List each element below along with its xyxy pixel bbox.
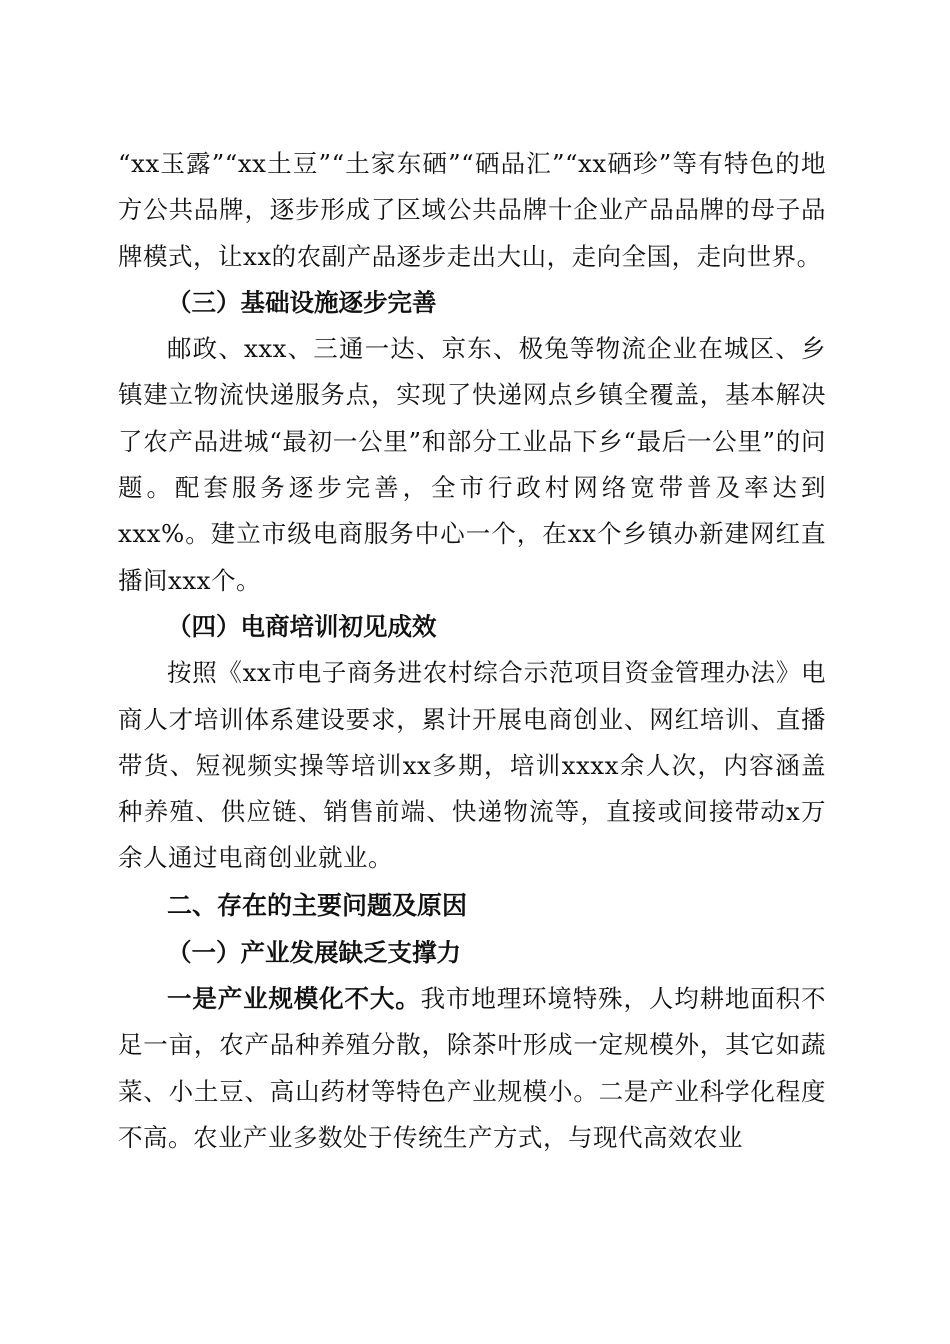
heading-main-problems: 二、存在的主要问题及原因: [167, 890, 468, 920]
document-body: [118, 141, 826, 1161]
paragraph-industry-lead: 一是产业规模化不大。: [167, 984, 421, 1014]
paragraph-infrastructure: 邮政、xxx、三通一达、京东、极兔等物流企业在城区、乡镇建立物流快递服务点，实现了快递网点乡镇全覆盖，基本解决了农产品进城“最初一公里”和部分工业品下乡“最后一公里”的问题。配套服务逐步完善，全市行政村网络宽带普及率达到xxx%。建立市级电商服务中心一个，在xx个乡镇办新建网红直播间xxx个。: [118, 334, 826, 595]
heading-infrastructure: （三）基础设施逐步完善: [167, 287, 437, 317]
paragraph-industry: [118, 976, 826, 1161]
paragraph-industry-text: 我市地理环境特殊，人均耕地面积不足一亩，农产品种养殖分散，除茶叶形成一定规模外，其它如蔬菜、小土豆、高山药材等特色产业规模小。二是产业科学化程度不高。农业产业多数处于传统生产方式，与现代高效农业: [118, 984, 827, 1152]
heading-training: （四）电商培训初见成效: [167, 611, 437, 641]
heading-industry-support: （一）产业发展缺乏支撑力: [167, 937, 461, 967]
paragraph-training: 按照《xx市电子商务进农村综合示范项目资金管理办法》电商人才培训体系建设要求，累计开展电商创业、网红培训、直播带货、短视频实操等培训xx多期，培训xxxx余人次，内容涵盖种养殖、供应链、销售前端、快递物流等，直接或间接带动x万余人通过电商创业就业。: [118, 658, 826, 873]
paragraph-brands: “xx玉露”“xx土豆”“土家东硒”“硒品汇”“xx硒珍”等有特色的地方公共品牌，逐步形成了区域公共品牌十企业产品品牌的母子品牌模式，让xx的农副产品逐步走出大山，走向全国，走向世界。: [118, 149, 826, 271]
